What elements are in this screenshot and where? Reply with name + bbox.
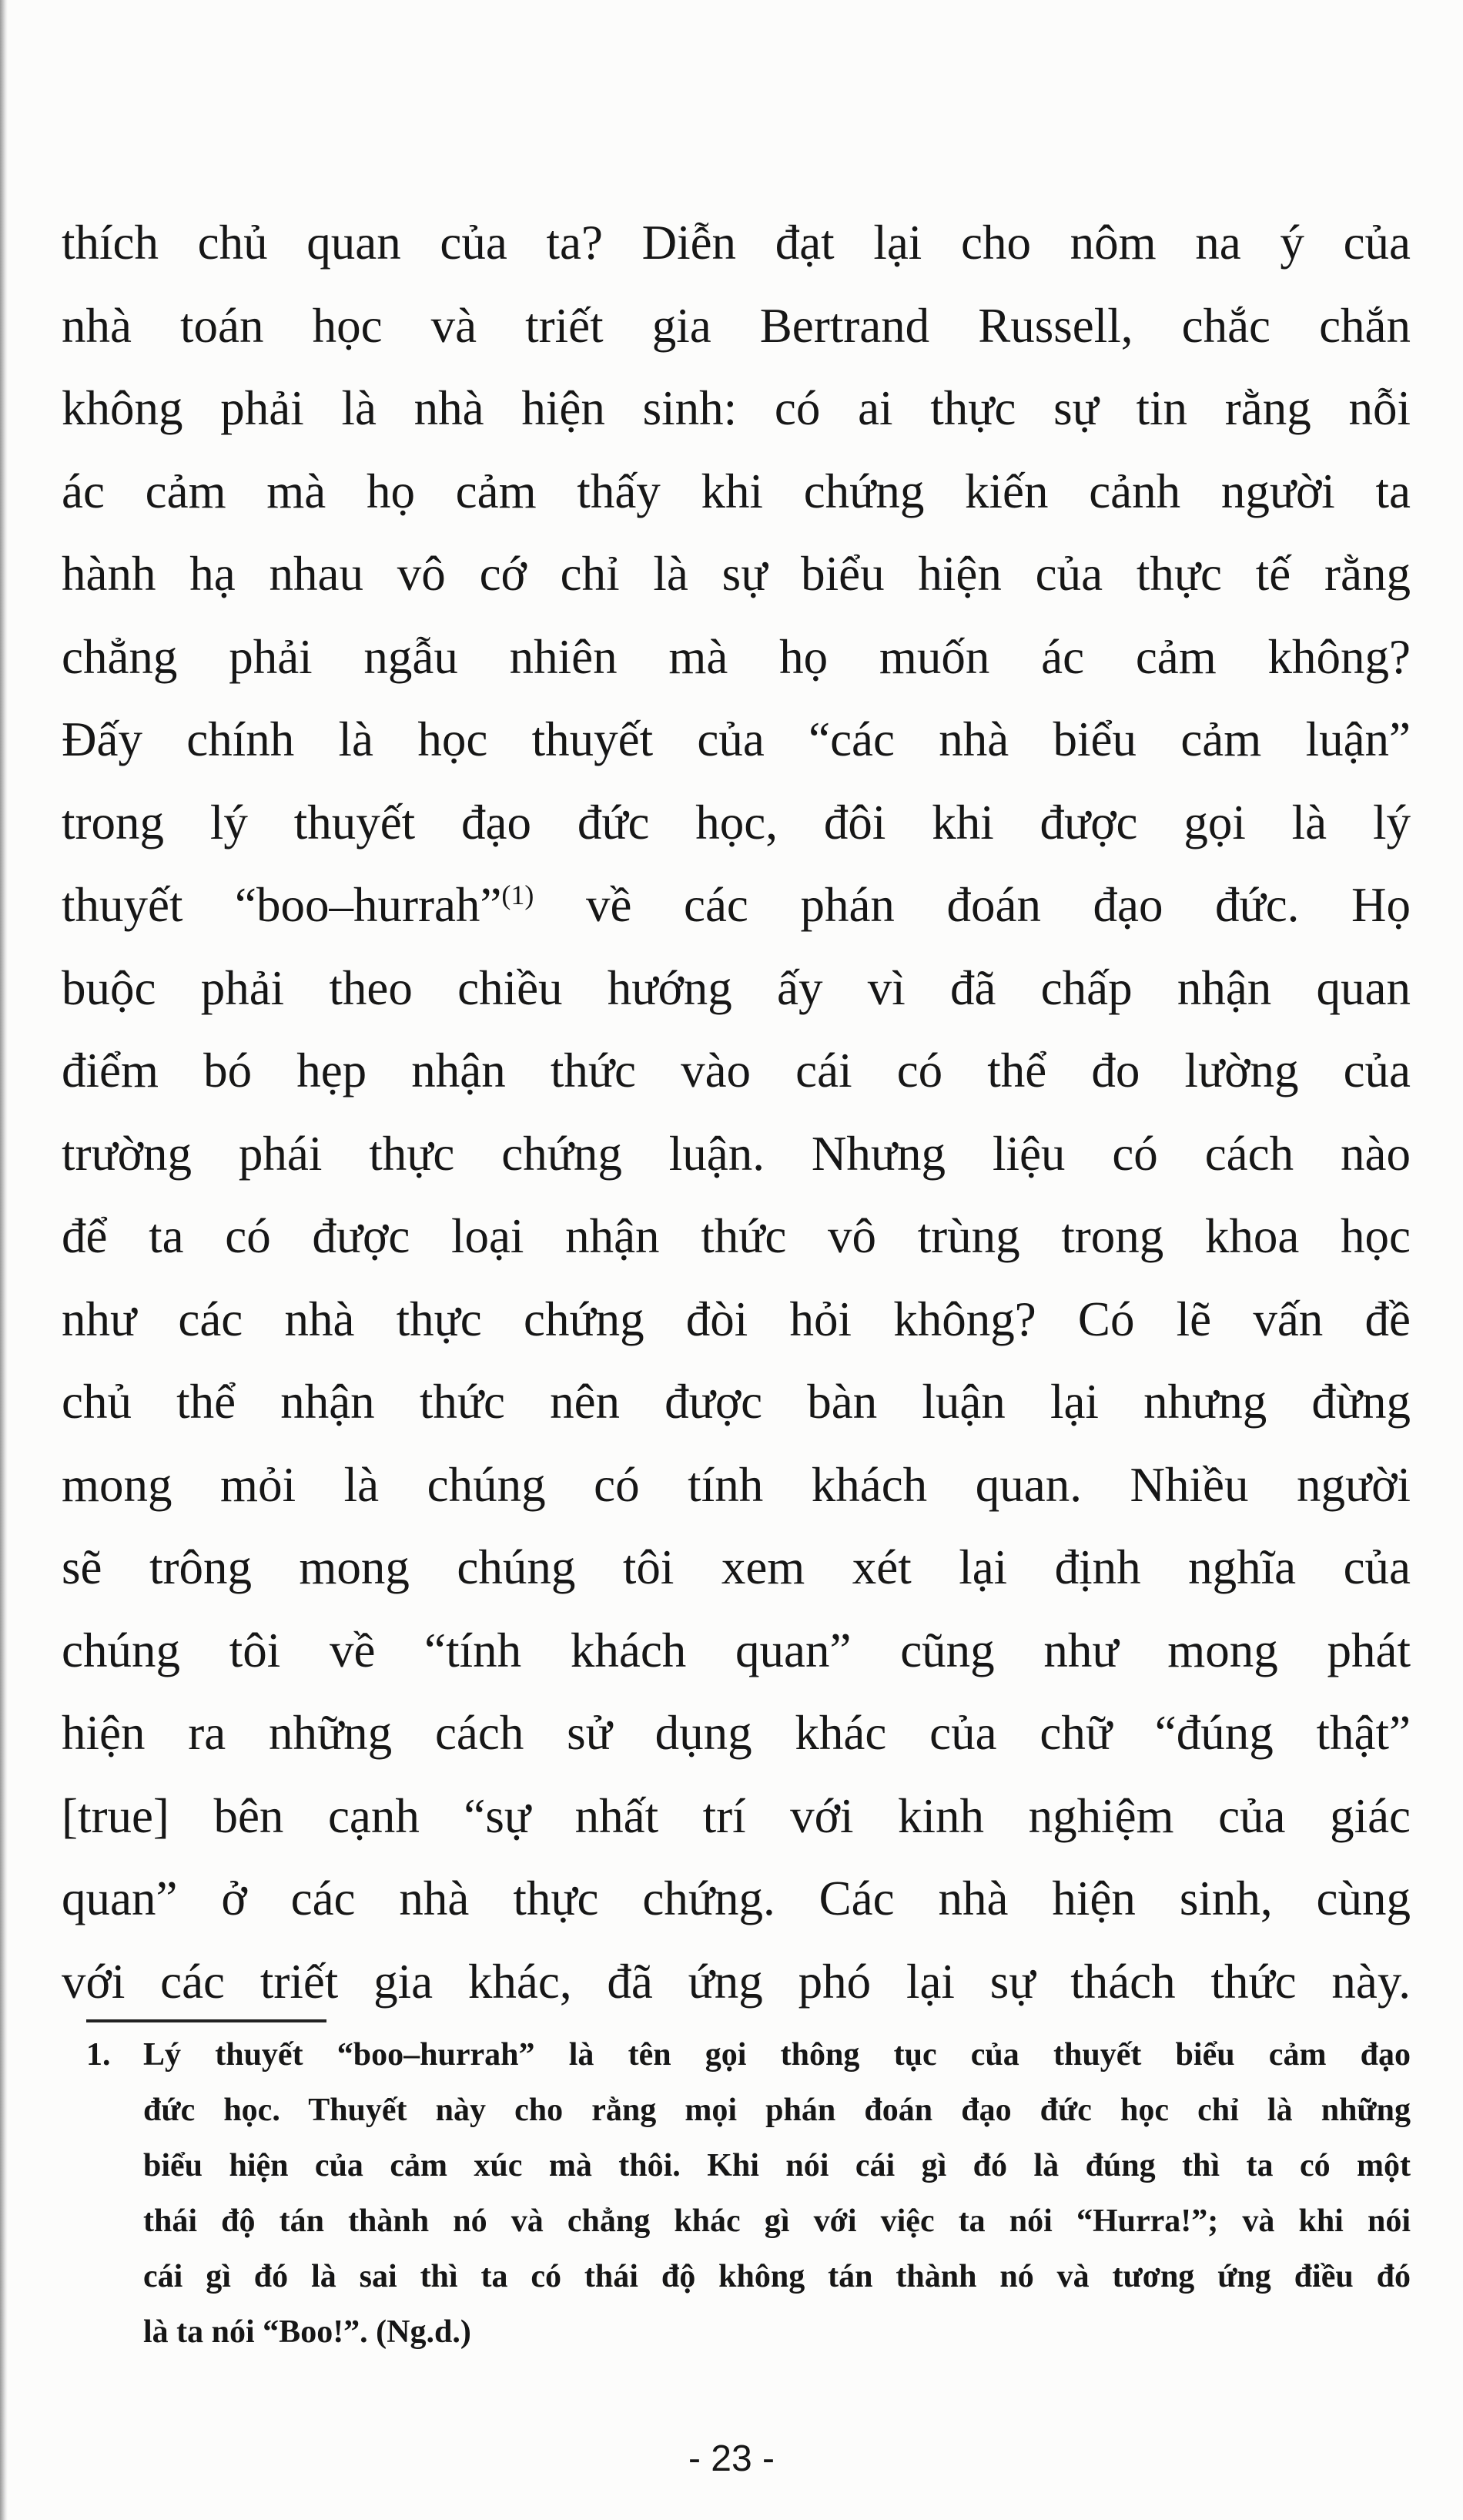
body-line: hành hạ nhau vô cớ chỉ là sự biểu hiện của thực tế rằng — [62, 547, 1411, 601]
footnote-line: cái gì đó là sai thì ta có thái độ không tán thành nó và tương ứng điều đó — [143, 2259, 1411, 2294]
body-line: không phải là nhà hiện sinh: có ai thực sự tin rằng nỗi — [62, 381, 1411, 435]
body-line: trong lý thuyết đạo đức học, đôi khi được gọi là lý — [62, 795, 1411, 849]
body-line: với các triết gia khác, đã ứng phó lại sự thách thức này. — [62, 1954, 1411, 2009]
body-line: mong mỏi là chúng có tính khách quan. Nhiều người — [62, 1457, 1411, 1512]
body-line: Đấy chính là học thuyết của “các nhà biểu cảm luận” — [62, 712, 1411, 766]
body-line-part: thuyết “boo–hurrah” — [62, 878, 502, 932]
footnote-number: 1. — [86, 2037, 111, 2073]
body-line: chủ thể nhận thức nên được bàn luận lại nhưng đừng — [62, 1375, 1411, 1429]
body-line: chẳng phải ngẫu nhiên mà họ muốn ác cảm không? — [62, 629, 1411, 684]
footnote-divider — [86, 2019, 326, 2022]
footnote-line: là ta nói “Boo!”. (Ng.d.) — [143, 2314, 471, 2350]
body-line: sẽ trông mong chúng tôi xem xét lại định nghĩa của — [62, 1540, 1411, 1594]
body-line: thích chủ quan của ta? Diễn đạt lại cho nôm na ý của — [62, 216, 1411, 270]
body-line: trường phái thực chứng luận. Nhưng liệu có cách nào — [62, 1126, 1411, 1181]
body-line-with-footnote-ref — [62, 864, 1411, 947]
footnote-line: Lý thuyết “boo–hurrah” là tên gọi thông tục của thuyết biểu cảm đạo — [143, 2037, 1411, 2073]
body-line-part: về các phán đoán đạo đức. Họ — [534, 878, 1411, 932]
body-line: buộc phải theo chiều hướng ấy vì đã chấp nhận quan — [62, 960, 1411, 1015]
body-line: hiện ra những cách sử dụng khác của chữ “đúng thật” — [62, 1706, 1411, 1760]
body-line: ác cảm mà họ cảm thấy khi chứng kiến cảnh người ta — [62, 464, 1411, 518]
footnote-line: biểu hiện của cảm xúc mà thôi. Khi nói cái gì đó là đúng thì ta có một — [143, 2148, 1411, 2183]
body-line: nhà toán học và triết gia Bertrand Russell, chắc chắn — [62, 298, 1411, 353]
scan-edge-shadow — [0, 0, 8, 2520]
footnote-line: thái độ tán thành nó và chẳng khác gì với việc ta nói “Hurra!”; và khi nói — [143, 2203, 1411, 2239]
body-line: quan” ở các nhà thực chứng. Các nhà hiện sinh, cùng — [62, 1872, 1411, 1925]
page-number: - 23 - — [688, 2438, 775, 2479]
body-line: để ta có được loại nhận thức vô trùng trong khoa học — [62, 1209, 1411, 1263]
body-line: [true] bên cạnh “sự nhất trí với kinh nghiệm của giác — [62, 1788, 1411, 1843]
footnote-line: đức học. Thuyết này cho rằng mọi phán đoán đạo đức học chỉ là những — [143, 2093, 1411, 2128]
footnote-reference: (1) — [501, 880, 534, 910]
body-text — [62, 202, 1411, 2023]
body-line: chúng tôi về “tính khách quan” cũng như mong phát — [62, 1623, 1411, 1677]
body-line: như các nhà thực chứng đòi hỏi không? Có lẽ vấn đề — [62, 1292, 1411, 1346]
body-line: điểm bó hẹp nhận thức vào cái có thể đo lường của — [62, 1044, 1411, 1097]
